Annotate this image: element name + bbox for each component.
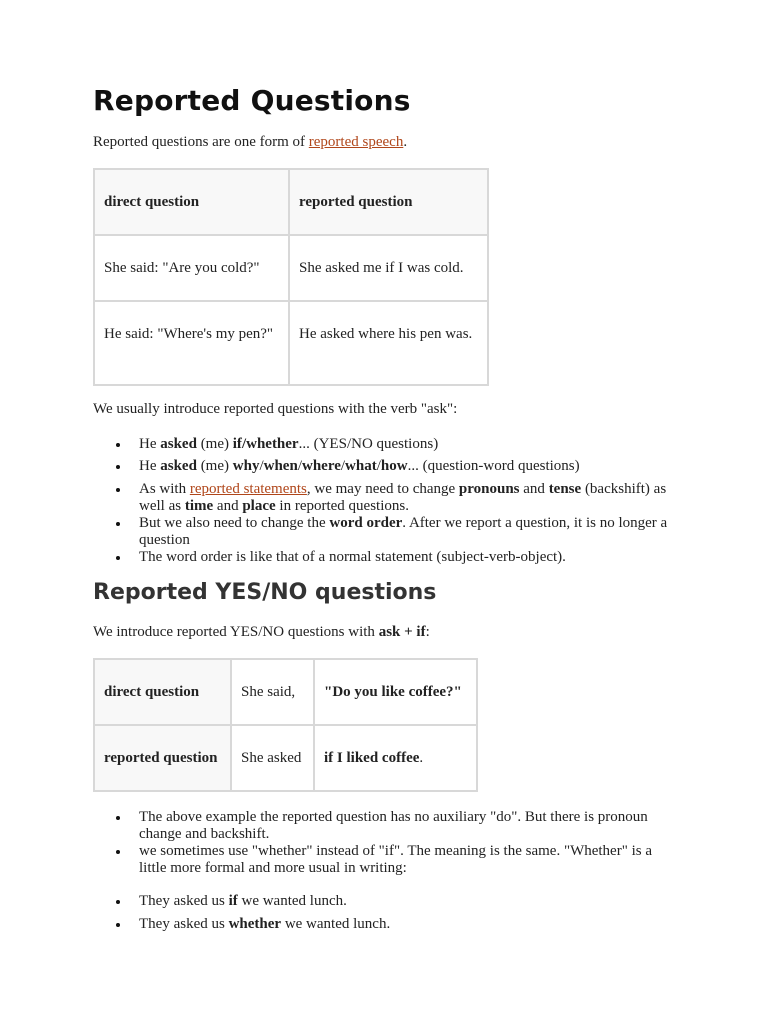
verb-intro-paragraph: We usually introduce reported questions with the verb "ask": [93, 401, 458, 417]
table-row [94, 301, 488, 385]
table-header-cell: direct question [94, 169, 289, 235]
direct-reported-table [93, 168, 489, 386]
table-row [94, 169, 488, 235]
intro-end: . [403, 134, 408, 150]
table-cell: She asked me if I was cold. [289, 235, 488, 301]
table-cell: if I liked coffee. [314, 725, 477, 791]
list-item: He asked (me) if/whether... (YES/NO questions) [93, 436, 683, 453]
table-row [94, 235, 488, 301]
list-item: They asked us if we wanted lunch. [93, 893, 683, 910]
list-item: They asked us whether we wanted lunch. [93, 916, 683, 933]
section-intro-paragraph: We introduce reported YES/NO questions with ask + if: [93, 624, 430, 640]
table-header-cell: direct question [94, 659, 231, 725]
ask-usage-list [93, 436, 683, 566]
list-item: we sometimes use "whether" instead of "if". The meaning is the same. "Whether" is a little more formal and more usual in writing: [93, 843, 683, 877]
table-cell: He said: "Where's my pen?" [94, 301, 289, 385]
notes-list [93, 809, 683, 877]
section-heading: Reported YES/NO questions [93, 580, 437, 605]
table-row [94, 659, 477, 725]
table-cell: "Do you like coffee?" [314, 659, 477, 725]
intro-paragraph [93, 134, 407, 151]
table-cell: She said, [231, 659, 314, 725]
table-cell: She said: "Are you cold?" [94, 235, 289, 301]
reported-statements-link[interactable]: reported statements [189, 481, 307, 497]
table-cell: He asked where his pen was. [289, 301, 488, 385]
page-title: Reported Questions [93, 84, 411, 117]
intro-text: Reported questions are one form of [93, 134, 309, 150]
table-header-cell: reported question [94, 725, 231, 791]
list-item: He asked (me) why/when/where/what/how... (question-word questions) [93, 458, 683, 475]
table-row [94, 725, 477, 791]
list-item: But we also need to change the word order. After we report a question, it is no longer a question [93, 515, 683, 549]
reported-speech-link[interactable]: reported speech [308, 134, 404, 150]
yes-no-table [93, 658, 478, 792]
table-cell: She asked [231, 725, 314, 791]
list-item: The word order is like that of a normal statement (subject-verb-object). [93, 549, 683, 566]
list-item: The above example the reported question has no auxiliary "do". But there is pronoun change and backshift. [93, 809, 683, 843]
table-header-cell: reported question [289, 169, 488, 235]
list-item: As with reported statements, we may need to change pronouns and tense (backshift) as well as time and place in reported questions. [93, 481, 683, 515]
examples-list [93, 893, 683, 933]
